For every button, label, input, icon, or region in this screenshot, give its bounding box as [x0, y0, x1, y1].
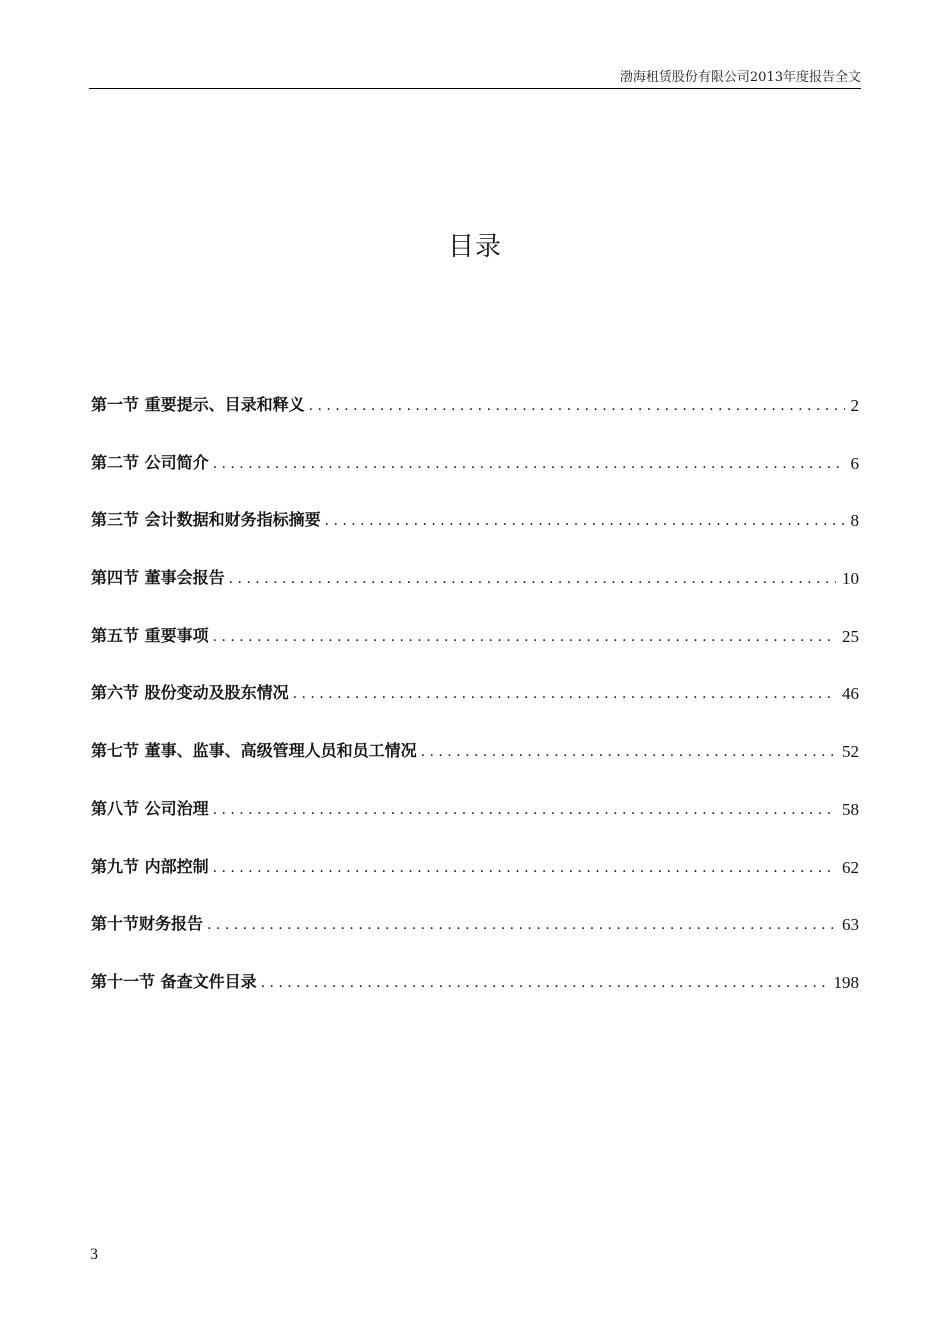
toc-entry-label: 第六节 股份变动及股东情况 [91, 683, 289, 703]
toc-dot-leader [213, 854, 836, 880]
toc-dot-leader [229, 565, 836, 591]
toc-entry-page: 62 [842, 857, 859, 877]
toc-dot-leader [207, 911, 836, 937]
toc-entry-page: 63 [842, 915, 859, 935]
toc-entry-section-8[interactable] [91, 796, 859, 854]
toc-entry-label: 第九节 内部控制 [91, 856, 209, 876]
toc-dot-leader [421, 738, 836, 764]
toc-dot-leader [213, 450, 845, 476]
header-rule [89, 88, 861, 89]
toc-entry-label: 第十节财务报告 [91, 914, 204, 934]
toc-entry-label: 第十一节 备查文件目录 [91, 971, 257, 991]
toc-dot-leader [309, 392, 845, 418]
toc-entry-section-4[interactable] [91, 565, 859, 623]
toc-entry-section-7[interactable] [91, 738, 859, 796]
running-header: 渤海租赁股份有限公司2013年度报告全文 [619, 70, 861, 85]
toc-dot-leader [293, 680, 836, 706]
toc-dot-leader [213, 796, 836, 822]
toc-dot-leader [325, 507, 845, 533]
toc-entry-page: 198 [833, 972, 859, 992]
toc-entry-page: 6 [850, 453, 859, 473]
toc-entry-section-5[interactable] [91, 623, 859, 681]
toc-entry-label: 第三节 会计数据和财务指标摘要 [91, 510, 321, 530]
toc-entry-page: 2 [850, 396, 859, 415]
toc-entry-page: 52 [842, 742, 859, 762]
toc-entry-label: 第二节 公司简介 [91, 452, 209, 472]
page-number: 3 [90, 1246, 98, 1263]
toc-entry-page: 10 [842, 569, 859, 589]
toc-entry-section-10[interactable] [91, 911, 859, 969]
toc-entry-label: 第七节 董事、监事、高级管理人员和员工情况 [91, 741, 417, 761]
toc-entry-page: 8 [850, 511, 859, 531]
toc-entry-section-9[interactable] [91, 854, 859, 912]
toc-entry-section-6[interactable] [91, 680, 859, 738]
table-of-contents [91, 392, 859, 1027]
toc-dot-leader [213, 623, 836, 649]
toc-dot-leader [261, 969, 828, 995]
page-title: 目录 [447, 232, 502, 262]
toc-entry-section-1[interactable] [91, 392, 859, 450]
toc-entry-page: 58 [842, 799, 859, 819]
toc-entry-section-3[interactable] [91, 507, 859, 565]
toc-entry-section-2[interactable] [91, 450, 859, 508]
toc-entry-label: 第五节 重要事项 [91, 625, 209, 645]
toc-entry-page: 25 [842, 626, 859, 646]
toc-entry-label: 第四节 董事会报告 [91, 568, 225, 588]
toc-entry-page: 46 [842, 684, 859, 704]
toc-entry-section-11[interactable] [91, 969, 859, 1027]
toc-entry-label: 第一节 重要提示、目录和释义 [91, 395, 305, 414]
toc-entry-label: 第八节 公司治理 [91, 798, 209, 818]
